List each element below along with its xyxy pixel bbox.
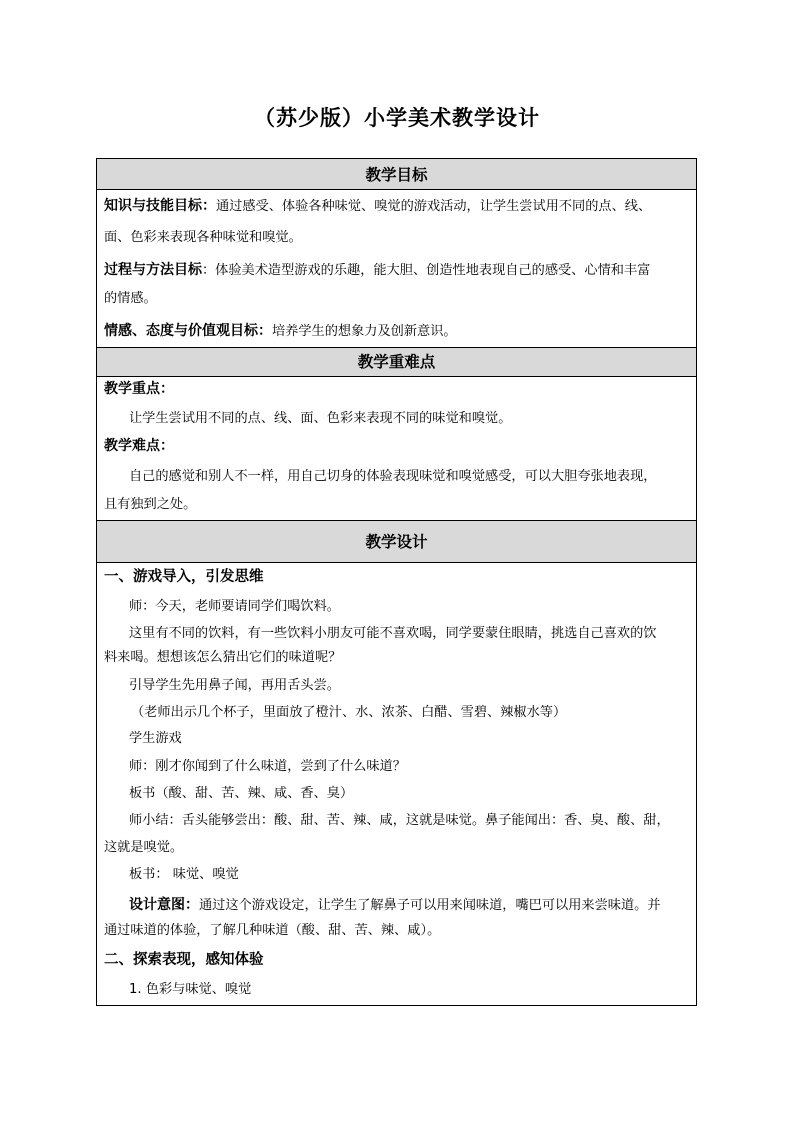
knowledge-goal-label: 知识与技能目标：	[104, 198, 216, 214]
emotion-goal-label: 情感、态度与价值观目标：	[104, 323, 272, 339]
design-paragraph-5: 学生游戏	[129, 731, 182, 746]
design-intent-text-2: 通过味道的体验，了解几种味道（酸、甜、苦、辣、咸）。	[104, 923, 441, 938]
design-paragraph-4: （老师出示几个杯子，里面放了橙汁、水、浓茶、白醋、雪碧、辣椒水等）	[131, 705, 567, 720]
part1-title: 一、游戏导入，引发思维	[104, 569, 264, 585]
design-intent-text-1: 通过这个游戏设定，让学生了解鼻子可以用来闻味道，嘴巴可以用来尝味道。并	[199, 898, 661, 913]
key-point-text: 让学生尝试用不同的点、线、面、色彩来表现不同的味觉和嗅觉。	[129, 411, 512, 426]
part2-title: 二、探索表现，感知体验	[104, 952, 264, 968]
part2-item-1: 1. 色彩与味觉、嗅觉	[129, 982, 252, 997]
design-paragraph-9: 板书： 味觉、嗅觉	[129, 867, 239, 882]
process-goal-line-1	[104, 261, 694, 280]
difficulty-label: 教学难点：	[104, 438, 174, 454]
section-header-key-difficult-points: 教学重难点	[97, 347, 696, 377]
knowledge-goal-text-1: 通过感受、体验各种味觉、嗅觉的游戏活动，让学生尝试用不同的点、线、	[216, 199, 652, 214]
emotion-goal-line	[104, 322, 694, 341]
design-intent-line-1	[129, 896, 719, 915]
process-goal-text-2: 的情感。	[104, 291, 157, 306]
section-header-teaching-goals: 教学目标	[97, 159, 696, 190]
design-intent-label: 设计意图：	[129, 897, 199, 913]
knowledge-goal-text-2: 面、色彩来表现各种味觉和嗅觉。	[104, 230, 302, 245]
design-paragraph-8-line-1: 师小结：舌头能够尝出：酸、甜、苦、辣、咸，这就是味觉。鼻子能闻出：香、臭、酸、甜，	[129, 813, 670, 828]
design-paragraph-8-line-2: 这就是嗅觉。	[104, 840, 184, 855]
design-paragraph-6: 师：刚才你闻到了什么味道，尝到了什么味道？	[129, 759, 406, 774]
process-goal-text-1: ：体验美术造型游戏的乐趣，能大胆、创造性地表现自己的感受、心情和丰富	[202, 263, 651, 278]
document-title: （苏少版）小学美术教学设计	[254, 105, 540, 130]
design-paragraph-2-line-2: 料来喝。想想该怎么猜出它们的味道呢？	[104, 650, 342, 665]
section-header-teaching-design: 教学设计	[97, 520, 696, 563]
difficulty-text-1: 自己的感觉和别人不一样，用自己切身的体验表现味觉和嗅觉感受，可以大胆夸张地表现，	[129, 469, 657, 484]
design-paragraph-7: 板书（酸、甜、苦、辣、咸、香、臭）	[129, 786, 354, 801]
design-paragraph-2-line-1: 这里有不同的饮料，有一些饮料小朋友可能不喜欢喝，同学要蒙住眼睛，挑选自己喜欢的饮	[129, 626, 657, 641]
emotion-goal-text: 培养学生的想象力及创新意识。	[272, 324, 457, 339]
design-paragraph-1: 师：今天，老师要请同学们喝饮料。	[129, 599, 340, 614]
difficulty-text-2: 且有独到之处。	[104, 497, 197, 512]
key-point-label: 教学重点：	[104, 381, 174, 397]
design-paragraph-3: 引导学生先用鼻子闻，再用舌头尝。	[129, 678, 340, 693]
lesson-plan-table	[96, 158, 697, 1006]
knowledge-goal-line-1	[104, 197, 694, 216]
process-goal-label: 过程与方法目标	[104, 262, 202, 278]
